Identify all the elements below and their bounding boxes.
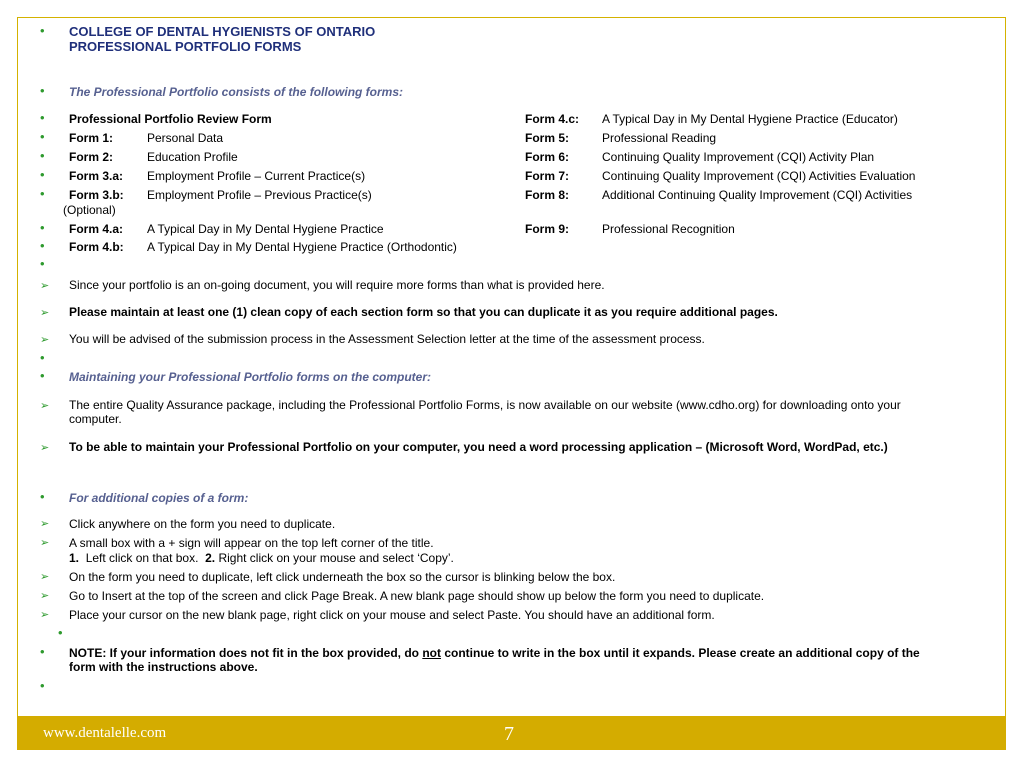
- footer-bar: [17, 716, 1006, 750]
- note-emphasis: not: [422, 646, 441, 660]
- step-number: 2.: [205, 551, 216, 565]
- form-code: Form 4.c:: [525, 112, 580, 126]
- section-heading: For additional copies of a form:: [69, 491, 249, 505]
- arrow-bullet-icon: ➢: [40, 518, 50, 530]
- arrow-bullet-icon: ➢: [40, 400, 50, 412]
- step-text: Place your cursor on the new blank page, right click on your mouse and select Paste. You should have an additional form.: [69, 608, 715, 622]
- form-desc: Professional Reading: [602, 131, 717, 145]
- arrow-bullet-icon: ➢: [40, 442, 50, 454]
- step-text: Click anywhere on the form you need to duplicate.: [69, 517, 336, 531]
- note-part: NOTE: If your information does not fit in the box provided, do: [69, 646, 423, 660]
- form-code: Form 6:: [525, 150, 570, 164]
- bullet-icon: •: [40, 110, 45, 125]
- bullet-icon: •: [40, 23, 45, 38]
- note-text: Please maintain at least one (1) clean copy of each section form so that you can duplicate it as you require additional pages.: [69, 305, 778, 319]
- step-number: 1.: [69, 551, 80, 565]
- step-text: Left click on that box.: [85, 551, 199, 565]
- form-desc: Additional Continuing Quality Improvement (CQI) Activities: [602, 188, 913, 202]
- form-code: Form 9:: [525, 222, 570, 236]
- step-text: Right click on your mouse and select ‘Copy’.: [218, 551, 454, 565]
- bullet-icon: •: [40, 186, 45, 201]
- form-desc: A Typical Day in My Dental Hygiene Practice (Orthodontic): [147, 240, 457, 254]
- step-text: On the form you need to duplicate, left click underneath the box so the cursor is blinking below the box.: [69, 570, 616, 584]
- form-code: Form 1:: [69, 131, 114, 145]
- arrow-bullet-icon: ➢: [40, 307, 50, 319]
- step-text: A small box with a + sign will appear on the top left corner of the title.: [69, 536, 434, 550]
- section-heading: Maintaining your Professional Portfolio forms on the computer:: [69, 370, 432, 384]
- bullet-icon: •: [40, 489, 45, 504]
- bullet-icon: •: [40, 220, 45, 235]
- step-text: Go to Insert at the top of the screen and click Page Break. A new blank page should show up below the form you need to duplicate.: [69, 589, 765, 603]
- form-code: Form 3.a:: [69, 169, 124, 183]
- form-desc: Employment Profile – Current Practice(s): [147, 169, 366, 183]
- bullet-icon: •: [40, 644, 45, 659]
- bullet-icon: •: [40, 148, 45, 163]
- form-review-label: Professional Portfolio Review Form: [69, 112, 272, 126]
- bullet-icon: •: [40, 368, 45, 383]
- bullet-icon: •: [40, 350, 45, 365]
- form-code: Form 8:: [525, 188, 570, 202]
- form-code: Form 4.a:: [69, 222, 124, 236]
- form-code: Form 3.b:: [69, 188, 124, 202]
- arrow-bullet-icon: ➢: [40, 571, 50, 583]
- form-desc: A Typical Day in My Dental Hygiene Practice: [147, 222, 384, 236]
- arrow-bullet-icon: ➢: [40, 609, 50, 621]
- doc-title-line1: COLLEGE OF DENTAL HYGIENISTS OF ONTARIO: [69, 24, 376, 39]
- form-code: Form 4.b:: [69, 240, 124, 254]
- arrow-bullet-icon: ➢: [40, 334, 50, 346]
- bullet-icon: •: [40, 238, 45, 253]
- form-desc: Continuing Quality Improvement (CQI) Activity Plan: [602, 150, 875, 164]
- footer-url[interactable]: www.dentalelle.com: [43, 725, 167, 741]
- form-code: Form 7:: [525, 169, 570, 183]
- section2-item: The entire Quality Assurance package, including the Professional Portfolio Forms, is now available on our website (www.cdho.org) for downloading onto your computer.: [69, 398, 901, 426]
- step-substeps: [69, 551, 454, 565]
- section2-item: To be able to maintain your Professional Portfolio on your computer, you need a word processing application – (Microsoft Word, WordPad, etc.): [69, 440, 888, 454]
- bullet-icon: •: [40, 83, 45, 98]
- bullet-icon: •: [58, 625, 63, 640]
- note-part: continue to write in the box until it expands. Please create an additional copy of the form with the instructions above.: [69, 646, 920, 674]
- form-desc: A Typical Day in My Dental Hygiene Practice (Educator): [602, 112, 898, 126]
- form-desc: Personal Data: [147, 131, 224, 145]
- bullet-icon: •: [40, 678, 45, 693]
- arrow-bullet-icon: ➢: [40, 590, 50, 602]
- bullet-icon: •: [40, 256, 45, 271]
- note-text: Since your portfolio is an on-going document, you will require more forms than what is provided here.: [69, 278, 605, 292]
- form-code: Form 2:: [69, 150, 114, 164]
- form-desc: Education Profile: [147, 150, 238, 164]
- bullet-icon: •: [40, 167, 45, 182]
- form-desc: Professional Recognition: [602, 222, 735, 236]
- intro-heading: The Professional Portfolio consists of the following forms:: [69, 85, 404, 99]
- form-code: Form 5:: [525, 131, 570, 145]
- arrow-bullet-icon: ➢: [40, 537, 50, 549]
- form-desc: Continuing Quality Improvement (CQI) Activities Evaluation: [602, 169, 916, 183]
- doc-title-line2: PROFESSIONAL PORTFOLIO FORMS: [69, 39, 302, 54]
- form-desc: Employment Profile – Previous Practice(s): [147, 188, 372, 202]
- arrow-bullet-icon: ➢: [40, 280, 50, 292]
- bullet-icon: •: [40, 129, 45, 144]
- final-note: [69, 646, 949, 674]
- note-text: You will be advised of the submission process in the Assessment Selection letter at the time of the assessment process.: [69, 332, 705, 346]
- page-number: 7: [504, 723, 514, 745]
- optional-note: (Optional): [63, 203, 116, 217]
